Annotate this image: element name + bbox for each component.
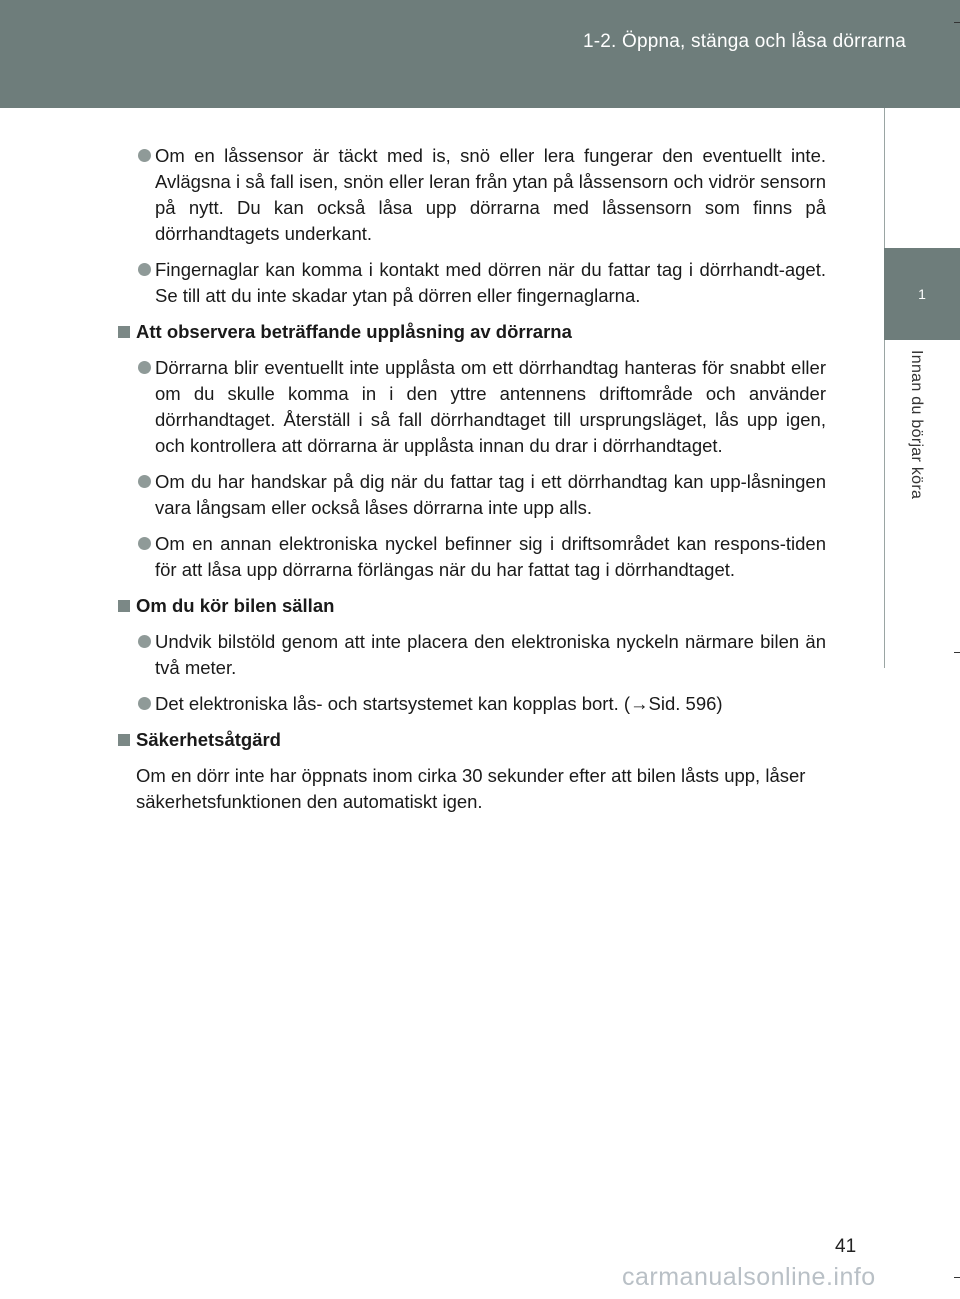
paragraph: Om en dörr inte har öppnats inom cirka 30 sekunder efter att bilen låsts upp, låser säkerhetsfunktionen den automatiskt igen. — [136, 765, 806, 812]
page-number: 41 — [835, 1236, 857, 1257]
section-title: 1-2. Öppna, stänga och låsa dörrarna — [582, 31, 906, 52]
list-item: Om en låssensor är täckt med is, snö eller lera fungerar den eventuellt inte. Avlägsna i så fall isen, snön eller leran från ytan på låssensorn och vidrör sensorn på nytt. Du kan också låsa upp dörrarna med låssensorn som finns på dörrhandtagets underkant. — [118, 143, 826, 247]
list-item: Undvik bilstöld genom att inte placera den elektroniska nyckeln närmare bilen än två meter. — [118, 629, 826, 681]
square-bullet-icon — [118, 326, 130, 338]
bullet-icon — [138, 635, 151, 648]
list-item: Fingernaglar kan komma i kontakt med dörren när du fattar tag i dörrhandt-aget. Se till att du inte skadar ytan på dörren eller fingernaglarna. — [118, 257, 826, 309]
section-heading: Säkerhetsåtgärd — [118, 727, 826, 753]
bullet-icon — [138, 361, 151, 374]
chapter-number: 1 — [918, 286, 926, 302]
section-heading: Att observera beträffande upplåsning av dörrarna — [118, 319, 826, 345]
list-item: Om du har handskar på dig när du fattar tag i ett dörrhandtag kan upp-låsningen vara långsam eller också låses dörrarna inte upp alls. — [118, 469, 826, 521]
square-bullet-icon — [118, 734, 130, 746]
square-bullet-icon — [118, 600, 130, 612]
list-item: Dörrarna blir eventuellt inte upplåsta om ett dörrhandtag hanteras för snabbt eller om du skulle komma in i den yttre antennens driftområde och använder dörrhandtaget. Återställ i så fall dörrhandtaget till ursprungsläget, lås upp igen, och kontrollera att dörrarna är upplåsta innan du drar i dörrhandtaget. — [118, 355, 826, 459]
section-heading: Om du kör bilen sällan — [118, 593, 826, 619]
chapter-title: Innan du börjar köra — [908, 350, 925, 500]
header-band — [0, 0, 960, 108]
chapter-tab — [884, 248, 960, 340]
watermark: carmanualsonline.info — [622, 1263, 876, 1291]
crop-mark — [954, 22, 960, 23]
list-item: Det elektroniska lås- och startsystemet kan kopplas bort. (→Sid. 596) — [118, 691, 826, 717]
crop-mark — [954, 652, 960, 653]
crop-mark — [954, 1277, 960, 1278]
bullet-icon — [138, 697, 151, 710]
main-content — [118, 143, 826, 815]
list-item: Om en annan elektroniska nyckel befinner sig i driftsområdet kan respons-tiden för att låsa upp dörrarna förlängas när du har fattat tag i dörrhandtaget. — [118, 531, 826, 583]
bullet-icon — [138, 537, 151, 550]
bullet-icon — [138, 475, 151, 488]
bullet-icon — [138, 149, 151, 162]
side-divider — [884, 108, 885, 668]
bullet-icon — [138, 263, 151, 276]
